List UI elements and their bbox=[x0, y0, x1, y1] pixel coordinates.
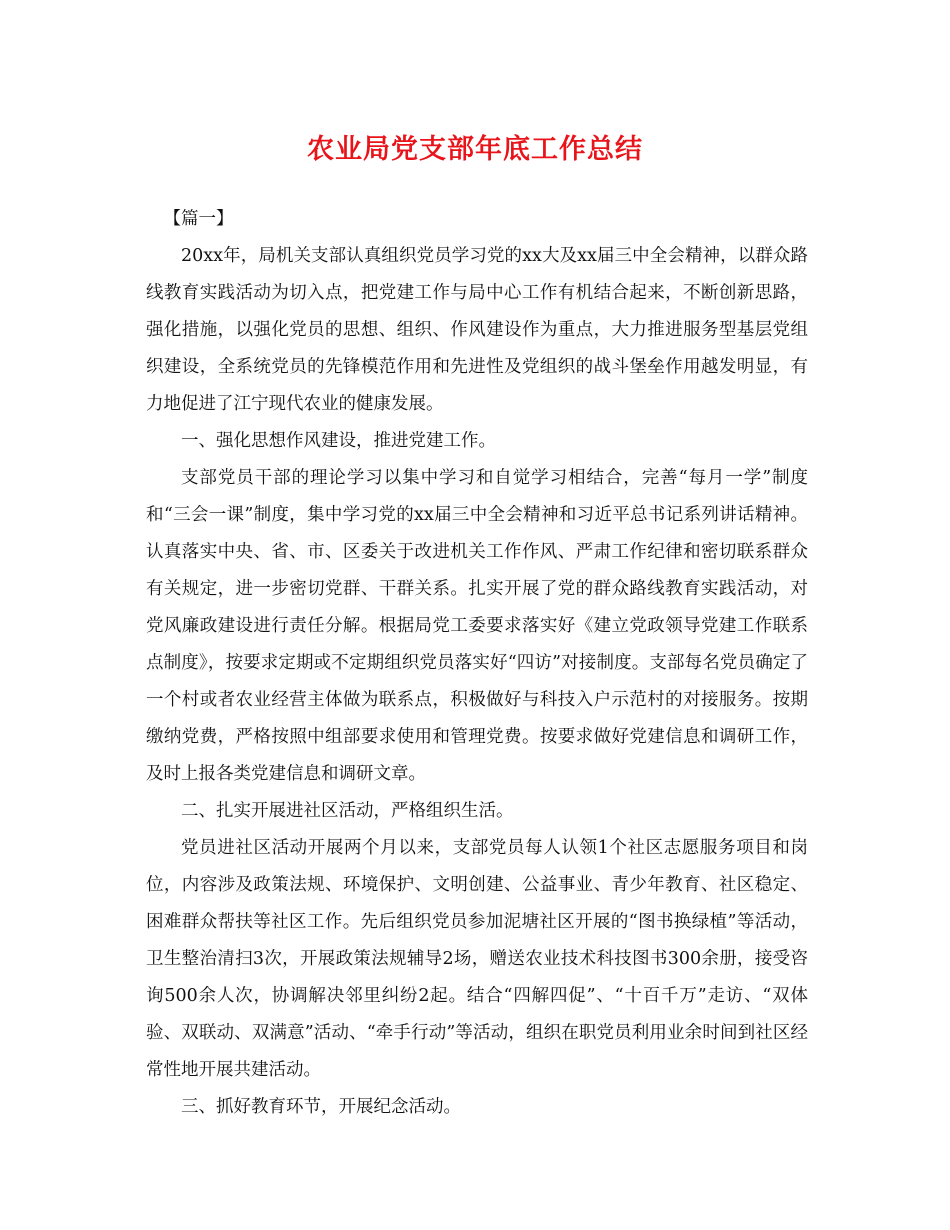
paragraph-section-1: 支部党员干部的理论学习以集中学习和自觉学习相结合，完善“每月一学”制度和“三会一课”制度，集中学习党的xx届三中全会精神和习近平总书记系列讲话精神。认真落实中央、省、市、区委关于改进机关工作作风、严肃工作纪律和密切联系群众有关规定，进一步密切党群、干群关系。扎实开展了党的群众路线教育实践活动，对党风廉政建设进行责任分解。根据局党工委要求落实好《建立党政领导党建工作联系点制度》，按要求定期或不定期组织党员落实好“四访”对接制度。支部每名党员确定了一个村或者农业经营主体做为联系点，积极做好与科技入户示范村的对接服务。按期缴纳党费，严格按照中组部要求使用和管理党费。按要求做好党建信息和调研工作，及时上报各类党建信息和调研文章。 bbox=[146, 468, 808, 784]
heading-section-2: 二、扎实开展进社区活动，严格组织生活。 bbox=[181, 801, 514, 821]
document-body bbox=[146, 201, 808, 1126]
heading-section-1: 一、强化思想作风建设，推进党建工作。 bbox=[181, 431, 496, 451]
section-mark: 【篇一】 bbox=[163, 209, 234, 229]
heading-section-3: 三、抓好教育环节，开展纪念活动。 bbox=[181, 1097, 461, 1117]
paragraph-section-2: 党员进社区活动开展两个月以来，支部党员每人认领1个社区志愿服务项目和岗位，内容涉及政策法规、环境保护、文明创建、公益事业、青少年教育、社区稳定、困难群众帮扶等社区工作。先后组织党员参加泥塘社区开展的“图书换绿植”等活动，卫生整治清扫3次，开展政策法规辅导2场，赠送农业技术科技图书300余册，接受咨询500余人次，协调解决邻里纠纷2起。结合“四解四促”、“十百千万”走访、“双体验、双联动、双满意”活动、“牵手行动”等活动，组织在职党员利用业余时间到社区经常性地开展共建活动。 bbox=[146, 838, 808, 1080]
paragraph-intro: 20xx年，局机关支部认真组织党员学习党的xx大及xx届三中全会精神，以群众路线教育实践活动为切入点，把党建工作与局中心工作有机结合起来，不断创新思路，强化措施，以强化党员的思想、组织、作风建设作为重点，大力推进服务型基层党组织建设，全系统党员的先锋模范作用和先进性及党组织的战斗堡垒作用越发明显，有力地促进了江宁现代农业的健康发展。 bbox=[146, 246, 808, 414]
document-title: 农业局党支部年底工作总结 bbox=[307, 134, 643, 165]
